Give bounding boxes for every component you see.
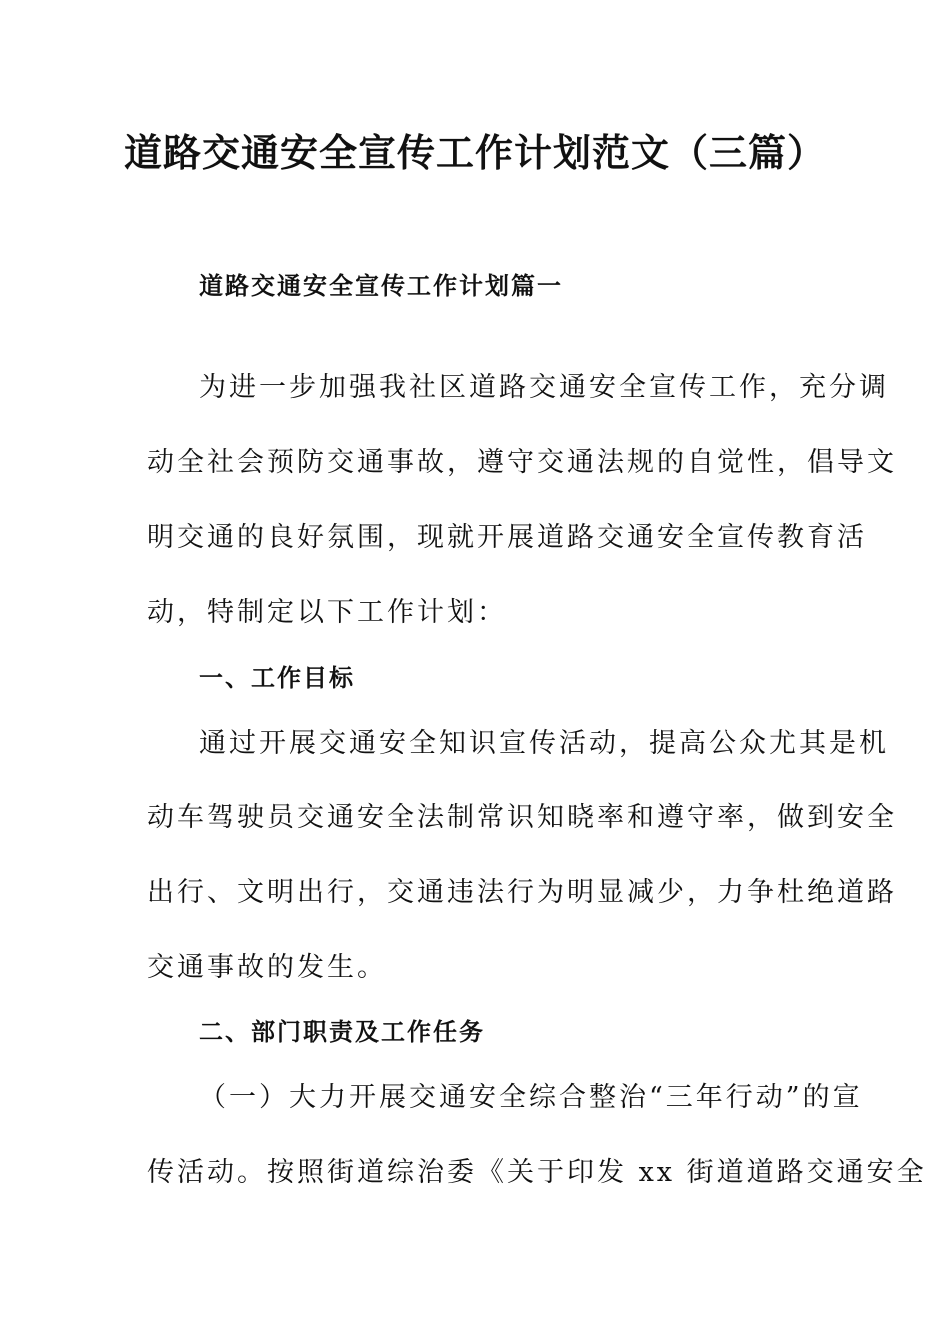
heading-duties-tasks: 二、部门职责及工作任务 <box>199 1018 485 1046</box>
paragraph-line: 动，特制定以下工作计划： <box>147 597 507 628</box>
paragraph-line: 动车驾驶员交通安全法制常识知晓率和遵守率，做到安全 <box>147 802 897 833</box>
paragraph-line: （一）大力开展交通安全综合整治“三年行动”的宣 <box>199 1082 863 1113</box>
paragraph-line: 明交通的良好氛围，现就开展道路交通安全宣传教育活 <box>147 522 867 553</box>
section-heading: 道路交通安全宣传工作计划篇一 <box>199 272 563 300</box>
document-title: 道路交通安全宣传工作计划范文（三篇） <box>123 130 826 175</box>
paragraph-line: 出行、文明出行，交通违法行为明显减少，力争杜绝道路 <box>147 877 897 908</box>
paragraph-line: 为进一步加强我社区道路交通安全宣传工作，充分调 <box>199 372 889 403</box>
paragraph-line: 通过开展交通安全知识宣传活动，提高公众尤其是机 <box>199 728 889 759</box>
paragraph-line: 交通事故的发生。 <box>147 952 387 983</box>
paragraph-line: 动全社会预防交通事故，遵守交通法规的自觉性，倡导文 <box>147 447 897 478</box>
heading-work-goal: 一、工作目标 <box>199 664 355 692</box>
paragraph-line: 传活动。按照街道综治委《关于印发 xx 街道道路交通安全 <box>147 1157 927 1188</box>
